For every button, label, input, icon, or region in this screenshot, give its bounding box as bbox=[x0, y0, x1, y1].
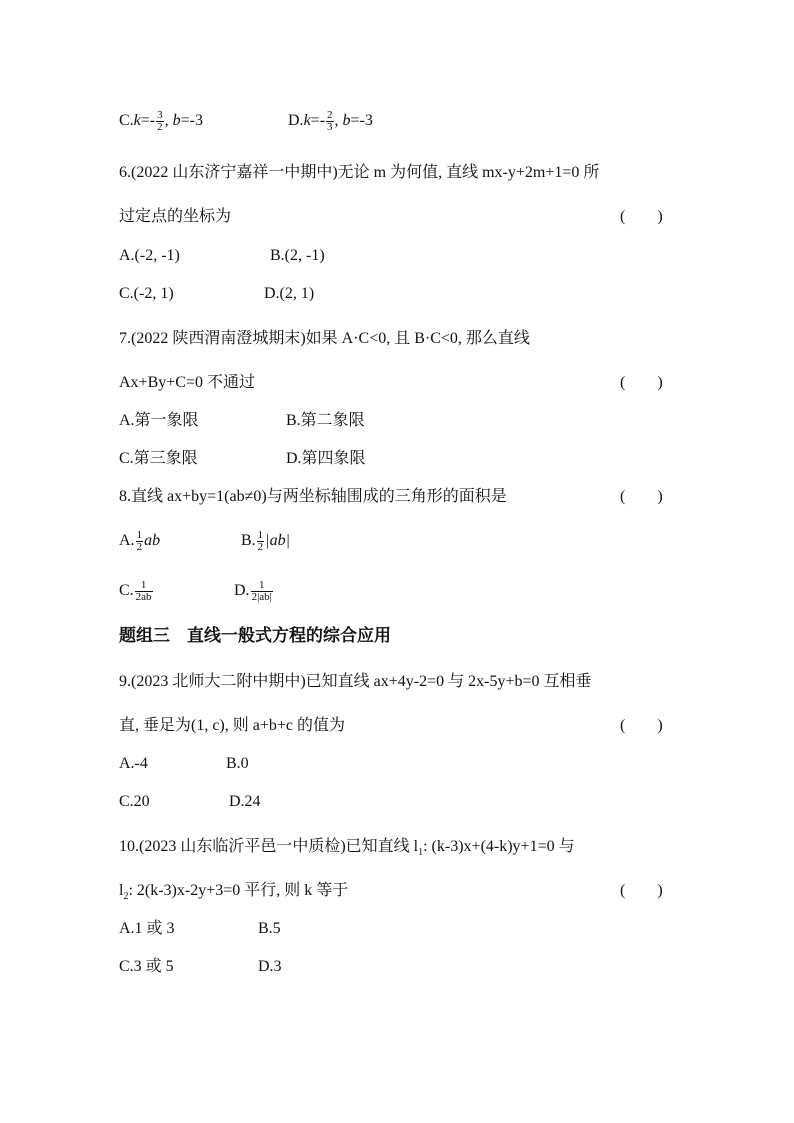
q5-d-sep: , bbox=[334, 112, 343, 130]
q5-c-b: b bbox=[172, 112, 181, 130]
q9-stem-line2: 直, 垂足为(1, c), 则 a+b+c 的值为 bbox=[119, 717, 346, 734]
q7-answer-paren: ( ) bbox=[620, 374, 663, 391]
q5-d-k: k bbox=[303, 112, 311, 130]
q7-option-c: C.第三象限 bbox=[119, 450, 198, 467]
q5-d-b: b bbox=[342, 112, 351, 130]
q8-a-den: 2 bbox=[136, 541, 143, 553]
q7-option-a: A.第一象限 bbox=[119, 412, 199, 429]
q5-c-sep: , bbox=[164, 112, 173, 130]
q8-b-prefix: B. bbox=[241, 532, 256, 550]
q8-c-fraction bbox=[135, 580, 153, 603]
q5-c-eq: =- bbox=[140, 112, 156, 130]
q5-c-fraction bbox=[156, 110, 164, 133]
q8-a-prefix: A. bbox=[119, 532, 135, 550]
q8-d-num: 1 bbox=[258, 579, 265, 591]
q9-option-a: A.-4 bbox=[119, 755, 148, 772]
q10-stem2-sub: 2 bbox=[123, 891, 129, 903]
q9-option-c: C.20 bbox=[119, 793, 150, 810]
q5-c-bval: =-3 bbox=[180, 112, 203, 130]
q8-d-prefix: D. bbox=[234, 582, 250, 600]
q8-d-fraction bbox=[251, 580, 273, 603]
q5-d-num: 2 bbox=[327, 109, 333, 121]
q7-stem-line1: 7.(2022 陕西渭南澄城期末)如果 A·C<0, 且 B·C<0, 那么直线 bbox=[119, 330, 530, 347]
q10-stem1-post: : (k-3)x+(4-k)y+1=0 与 bbox=[423, 838, 575, 855]
q8-d-den: 2|ab| bbox=[251, 591, 272, 603]
q8-c-den: 2ab bbox=[135, 591, 152, 603]
group3-heading: 题组三 直线一般式方程的综合应用 bbox=[119, 626, 391, 646]
q10-stem1-pre: 10.(2023 山东临沂平邑一中质检)已知直线 l bbox=[119, 838, 419, 855]
q10-stem-line2 bbox=[119, 880, 348, 908]
q10-stem-line1 bbox=[119, 836, 575, 864]
q8-option-b bbox=[241, 530, 290, 553]
q6-stem-line1: 6.(2022 山东济宁嘉祥一中期中)无论 m 为何值, 直线 mx-y+2m+1=0 所 bbox=[119, 164, 600, 181]
q9-answer-paren: ( ) bbox=[620, 717, 663, 734]
q10-option-b: B.5 bbox=[258, 920, 281, 937]
q10-option-d: D.3 bbox=[258, 958, 282, 975]
q10-option-a: A.1 或 3 bbox=[119, 920, 175, 937]
q5-c-prefix: C. bbox=[119, 112, 134, 130]
q5-c-den: 2 bbox=[157, 121, 163, 133]
q8-stem: 8.直线 ax+by=1(ab≠0)与两坐标轴围成的三角形的面积是 bbox=[119, 488, 507, 505]
q9-stem-line1: 9.(2023 北师大二附中期中)已知直线 ax+4y-2=0 与 2x-5y+b=0 互相垂 bbox=[119, 673, 592, 690]
q10-answer-paren: ( ) bbox=[620, 882, 663, 899]
q8-option-d bbox=[234, 580, 274, 603]
q6-stem-line2: 过定点的坐标为 bbox=[119, 208, 232, 225]
q8-b-num: 1 bbox=[257, 529, 264, 541]
q8-b-tail: |ab| bbox=[265, 532, 290, 550]
q5-option-c bbox=[119, 110, 203, 133]
q7-option-d: D.第四象限 bbox=[286, 450, 366, 467]
q5-c-num: 3 bbox=[157, 109, 163, 121]
q10-stem2-post: : 2(k-3)x-2y+3=0 平行, 则 k 等于 bbox=[128, 882, 349, 899]
q10-option-c: C.3 或 5 bbox=[119, 958, 174, 975]
q5-d-prefix: D. bbox=[288, 112, 304, 130]
q8-option-a bbox=[119, 530, 160, 553]
q9-option-d: D.24 bbox=[229, 793, 261, 810]
q8-a-num: 1 bbox=[136, 529, 143, 541]
q5-d-eq: =- bbox=[310, 112, 326, 130]
q8-c-prefix: C. bbox=[119, 582, 134, 600]
q8-b-den: 2 bbox=[257, 541, 264, 553]
q8-a-fraction bbox=[136, 530, 144, 553]
q6-option-c: C.(-2, 1) bbox=[119, 285, 174, 302]
q6-option-a: A.(-2, -1) bbox=[119, 247, 180, 264]
q7-stem-line2: Ax+By+C=0 不通过 bbox=[119, 374, 255, 391]
q10-stem2-pre: l bbox=[119, 882, 124, 899]
q10-stem1-sub: 1 bbox=[418, 847, 424, 859]
q7-option-b: B.第二象限 bbox=[286, 412, 365, 429]
q9-option-b: B.0 bbox=[226, 755, 249, 772]
q5-option-d bbox=[288, 110, 373, 133]
q5-d-fraction bbox=[326, 110, 334, 133]
q5-c-k: k bbox=[133, 112, 141, 130]
q8-a-tail: ab bbox=[144, 532, 161, 550]
q6-option-d: D.(2, 1) bbox=[264, 285, 315, 302]
q5-d-bval: =-3 bbox=[350, 112, 373, 130]
q6-option-b: B.(2, -1) bbox=[270, 247, 325, 264]
q5-d-den: 3 bbox=[327, 121, 333, 133]
q8-c-num: 1 bbox=[140, 579, 147, 591]
q8-option-c bbox=[119, 580, 154, 603]
q8-answer-paren: ( ) bbox=[620, 488, 663, 505]
q8-b-fraction bbox=[257, 530, 265, 553]
q6-answer-paren: ( ) bbox=[620, 208, 663, 225]
